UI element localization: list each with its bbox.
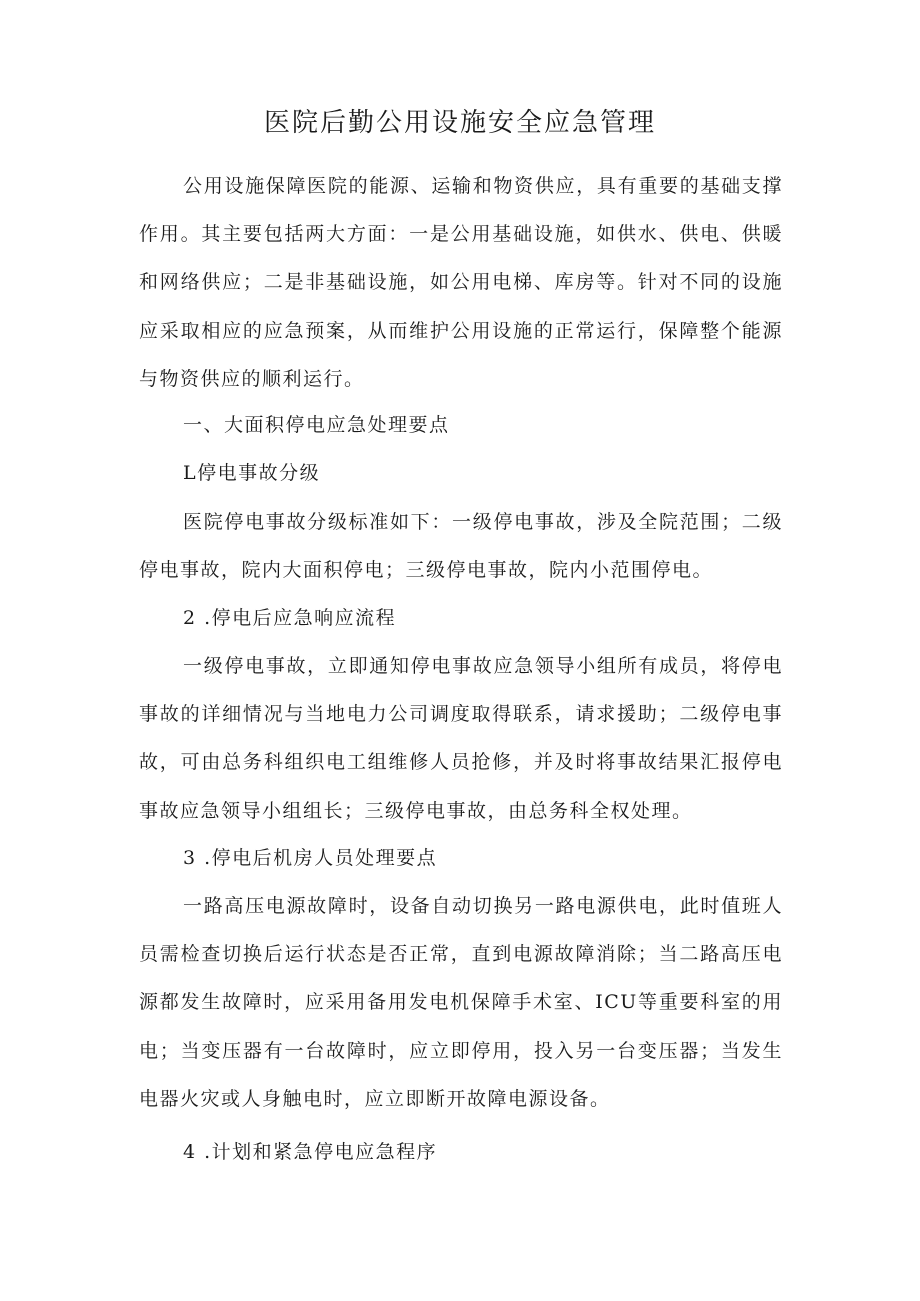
section-heading-power-outage: 一、大面积停电应急处理要点 (183, 414, 450, 436)
intro-paragraph: 公用设施保障医院的能源、运输和物资供应，具有重要的基础支撑作用。其主要包括两大方面：一是公用基础设施，如供水、供电、供暖和网络供应；二是非基础设施，如公用电梯、库房等。针对不同的设施应采取相应的应急预案，从而维护公用设施的正常运行，保障整个能源与物资供应的顺利运行。 (139, 175, 783, 390)
paragraph-machine-room: 一路高压电源故障时，设备自动切换另一路电源供电，此时值班人员需检查切换后运行状态是否正常，直到电源故障消除；当二路高压电源都发生故障时，应采用备用发电机保障手术室、ICU等重要科室的用电；当变压器有一台故障时，应立即停用，投入另一台变压器；当发生电器火灾或人身触电时，应立即断开故障电源设备。 (139, 895, 783, 1110)
subheading-response-process: 2 .停电后应急响应流程 (183, 607, 397, 629)
paragraph-response-process: 一级停电事故，立即通知停电事故应急领导小组所有成员，将停电事故的详细情况与当地电力公司调度取得联系，请求援助；二级停电事故，可由总务科组织电工组维修人员抢修，并及时将事故结果汇报停电事故应急领导小组组长；三级停电事故，由总务科全权处理。 (139, 655, 783, 822)
subheading-planned-emergency: 4 .计划和紧急停电应急程序 (183, 1141, 438, 1163)
paragraph-outage-classification: 医院停电事故分级标准如下：一级停电事故，涉及全院范围；二级停电事故，院内大面积停电；三级停电事故，院内小范围停电。 (139, 511, 783, 582)
subheading-machine-room: 3 .停电后机房人员处理要点 (183, 847, 438, 869)
subheading-outage-classification: L停电事故分级 (183, 462, 321, 484)
page-title: 医院后勤公用设施安全应急管理 (263, 108, 656, 138)
